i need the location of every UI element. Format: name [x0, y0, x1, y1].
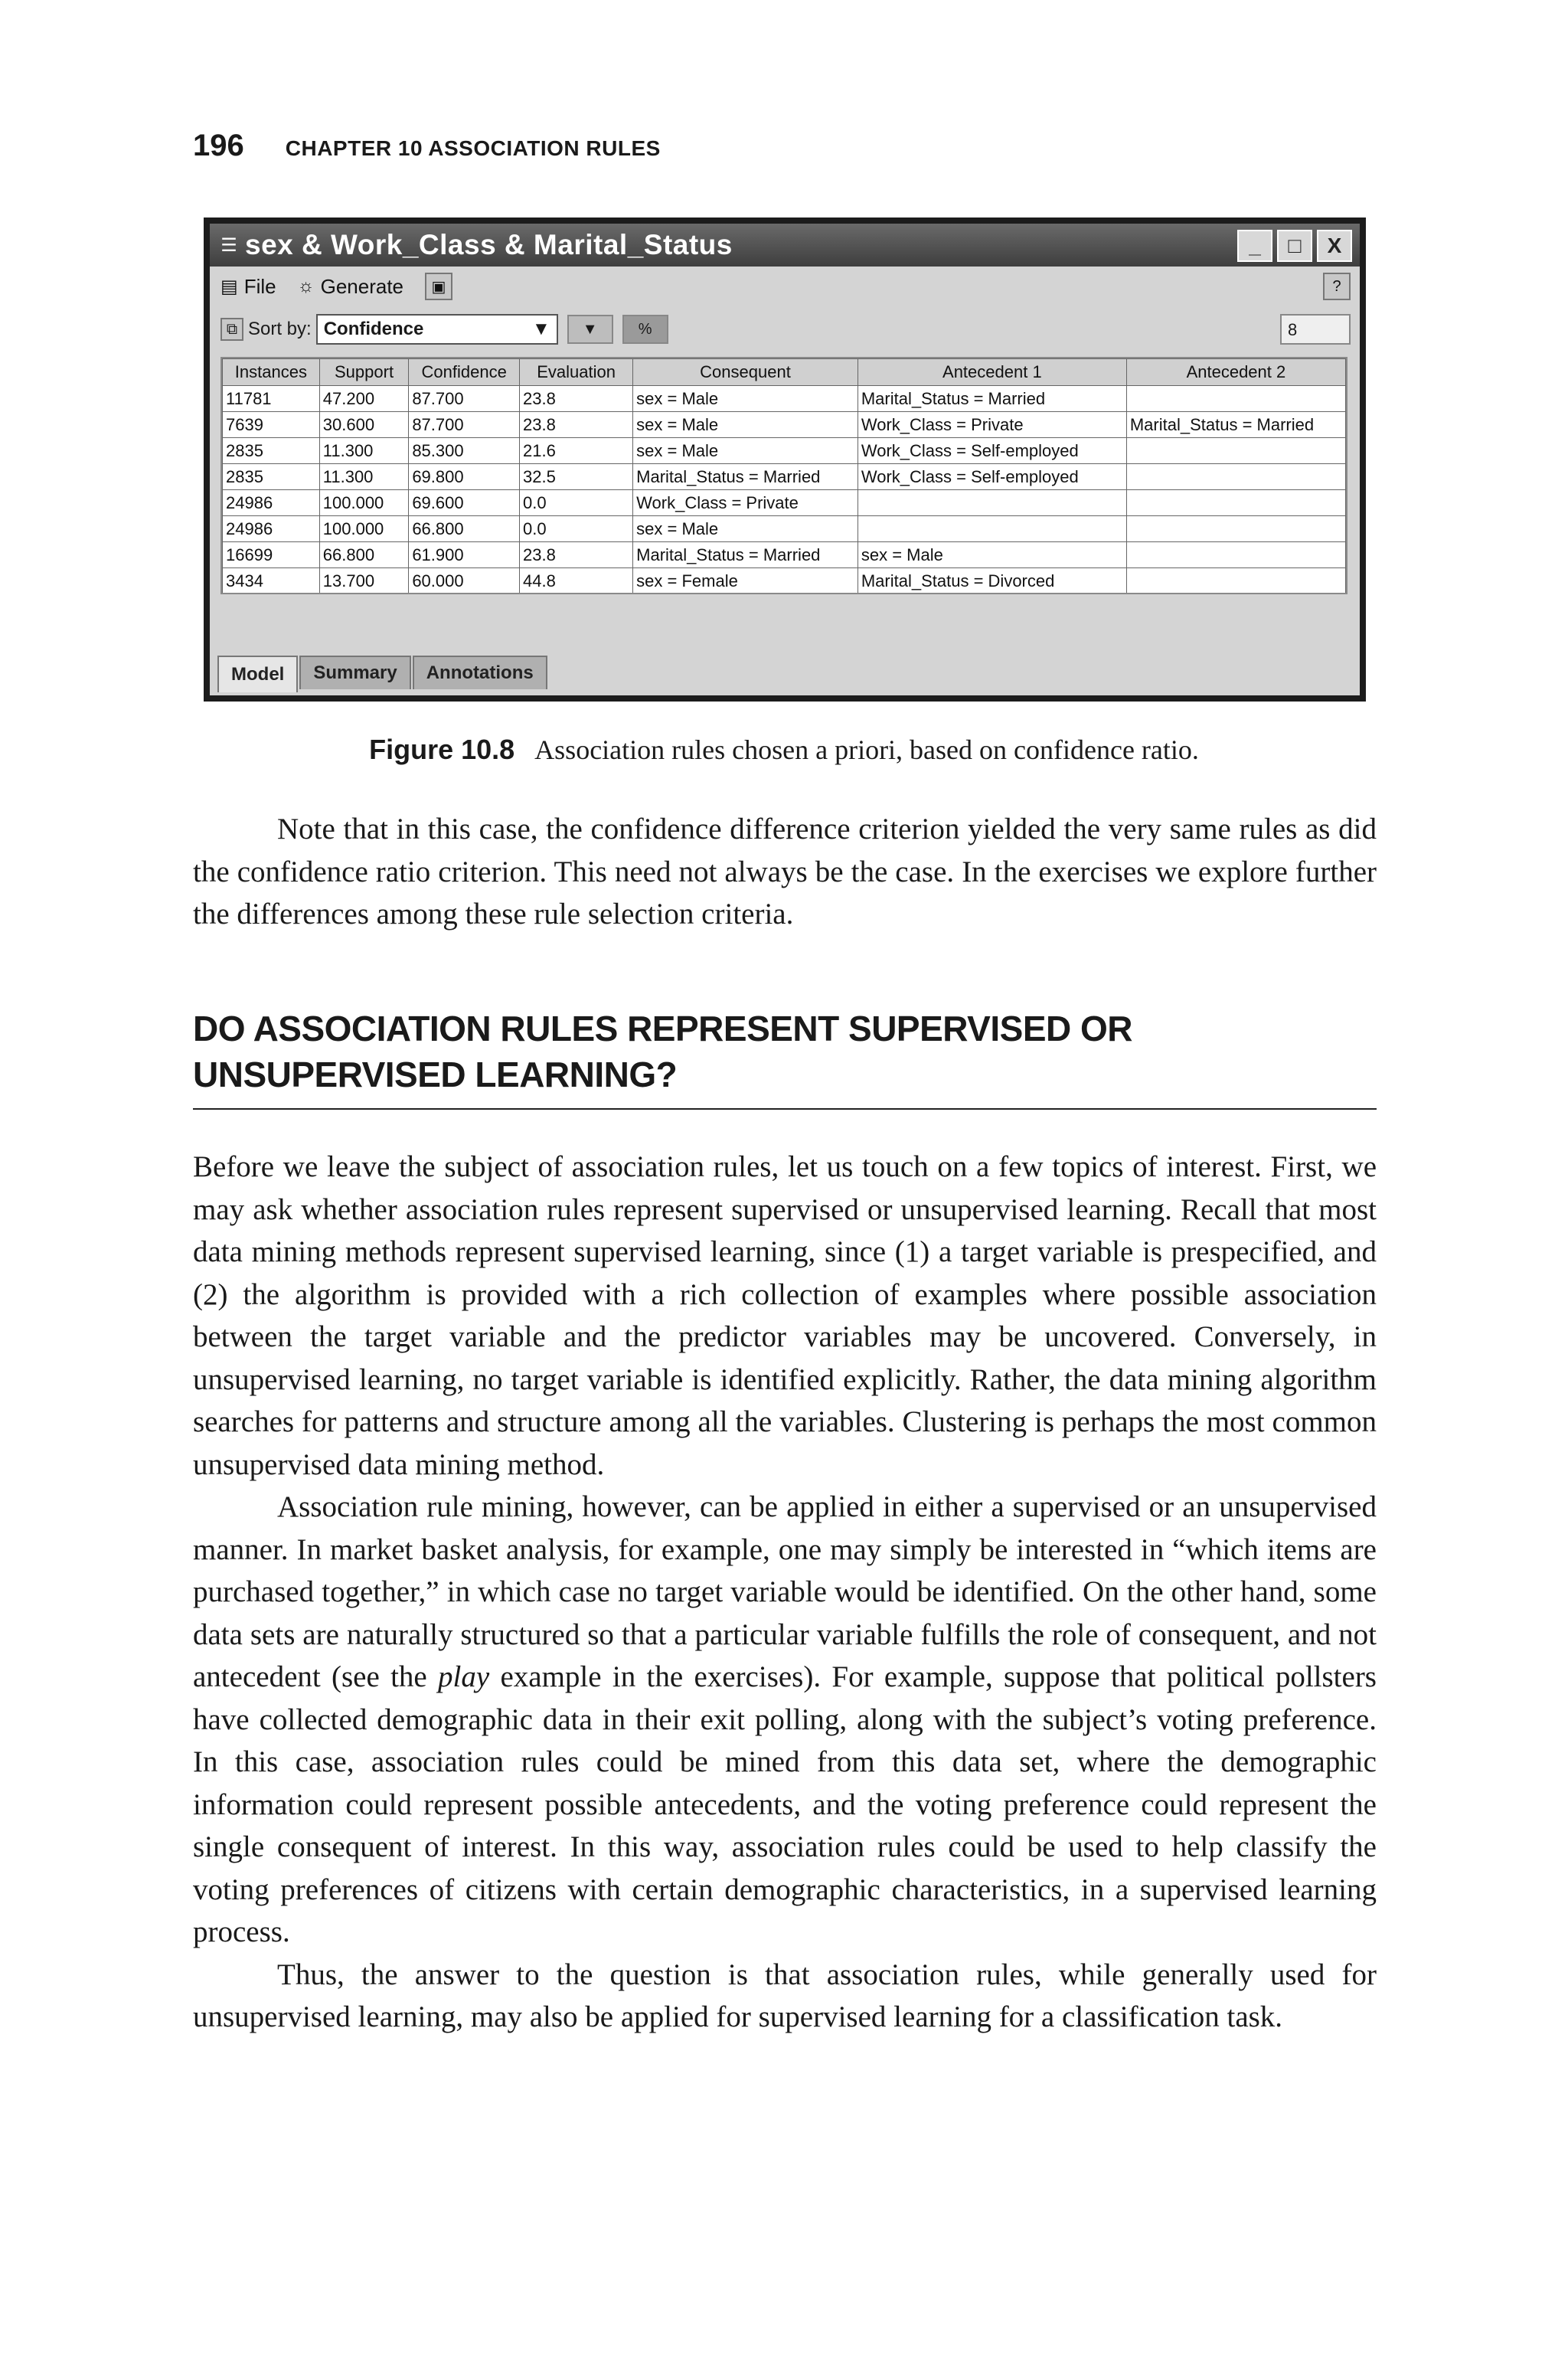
table-cell: 85.300 — [409, 438, 520, 464]
table-cell: 44.8 — [520, 568, 633, 594]
chapter-title: CHAPTER 10 ASSOCIATION RULES — [285, 136, 661, 160]
table-cell: 61.900 — [409, 542, 520, 568]
table-row[interactable] — [223, 412, 1346, 438]
tab-summary[interactable]: Summary — [299, 656, 410, 689]
page-number: 196 — [193, 129, 244, 162]
paragraph-1 — [193, 808, 1377, 936]
column-header[interactable]: Consequent — [633, 359, 858, 386]
table-cell — [1126, 490, 1345, 516]
table-cell: sex = Male — [633, 386, 858, 412]
table-cell: 16699 — [223, 542, 320, 568]
section-body — [193, 1146, 1377, 2039]
sort-select[interactable] — [316, 314, 558, 345]
chevron-down-icon: ▼ — [531, 319, 550, 339]
paragraph-4: Thus, the answer to the question is that association rules, while generally used for unsupervised learning, may also be applied for supervised learning for a classification task. — [193, 1958, 1377, 2033]
table-cell: Work_Class = Self-employed — [858, 464, 1126, 490]
table-cell: sex = Female — [633, 568, 858, 594]
figure-screenshot-window — [204, 218, 1366, 702]
table-cell — [858, 490, 1126, 516]
table-cell: Marital_Status = Married — [858, 386, 1126, 412]
table-cell: Marital_Status = Married — [1126, 412, 1345, 438]
table-cell: 60.000 — [409, 568, 520, 594]
sort-icon[interactable]: ⧉ — [220, 318, 243, 341]
export-button[interactable]: ▣ — [425, 273, 452, 300]
table-row[interactable] — [223, 516, 1346, 542]
tab-annotations[interactable]: Annotations — [413, 656, 547, 689]
menu-generate-label: Generate — [320, 274, 403, 298]
close-button[interactable]: X — [1317, 230, 1352, 262]
tab-bar — [217, 656, 549, 692]
table-row[interactable] — [223, 386, 1346, 412]
window-content — [210, 267, 1360, 695]
help-icon[interactable]: ? — [1323, 273, 1351, 300]
paragraph-3-after: example in the exercises). For example, suppose that political pollsters have collected demographic data in their exit polling, along with the subject’s voting preference. In this case, association rules could be mined from this data set, where the demographic information could represent possible antecedents, and the voting preference could represent the single consequent of interest. In this way, association rules could be used to help classify the voting preferences of citizens with certain demographic characteristics, in a supervised learning process. — [193, 1660, 1377, 1948]
table-row[interactable] — [223, 490, 1346, 516]
table-cell: 3434 — [223, 568, 320, 594]
generate-icon: ☼ — [297, 276, 315, 296]
toolbar — [210, 306, 1360, 352]
table-cell: 30.600 — [319, 412, 409, 438]
table-cell — [858, 516, 1126, 542]
table-cell: 23.8 — [520, 412, 633, 438]
menu-bar — [210, 267, 1360, 306]
section-heading: DO ASSOCIATION RULES REPRESENT SUPERVISED OR UNSUPERVISED LEARNING? — [193, 1006, 1377, 1110]
tab-model[interactable]: Model — [217, 656, 298, 692]
column-header[interactable]: Instances — [223, 359, 320, 386]
menu-file[interactable] — [220, 275, 276, 299]
menu-file-label: File — [243, 274, 276, 298]
column-header[interactable]: Antecedent 1 — [858, 359, 1126, 386]
rule-count-field[interactable]: 8 — [1280, 314, 1351, 345]
table-cell: 87.700 — [409, 412, 520, 438]
table-cell: 23.8 — [520, 386, 633, 412]
table-cell: 2835 — [223, 464, 320, 490]
table-cell: Marital_Status = Divorced — [858, 568, 1126, 594]
table-cell: 69.800 — [409, 464, 520, 490]
sort-label: Sort by: — [248, 319, 312, 339]
table-cell: 13.700 — [319, 568, 409, 594]
table-cell: sex = Male — [858, 542, 1126, 568]
rules-table-container — [220, 357, 1348, 594]
table-cell — [1126, 438, 1345, 464]
table-cell: 87.700 — [409, 386, 520, 412]
table-row[interactable] — [223, 542, 1346, 568]
table-row[interactable] — [223, 568, 1346, 594]
table-cell: 32.5 — [520, 464, 633, 490]
menu-generate[interactable] — [298, 275, 403, 299]
column-header[interactable]: Confidence — [409, 359, 520, 386]
table-cell: 0.0 — [520, 516, 633, 542]
table-cell: 24986 — [223, 490, 320, 516]
window-icon: ☰ — [220, 234, 237, 256]
table-cell: 66.800 — [319, 542, 409, 568]
table-cell: 2835 — [223, 438, 320, 464]
table-cell: 11.300 — [319, 464, 409, 490]
paragraph-3-italic: play — [438, 1660, 490, 1693]
table-cell: 47.200 — [319, 386, 409, 412]
filter-button[interactable]: ▼ — [567, 315, 613, 344]
file-icon: ▤ — [220, 276, 238, 297]
table-cell — [1126, 568, 1345, 594]
column-header[interactable]: Evaluation — [520, 359, 633, 386]
sort-value: Confidence — [323, 319, 424, 339]
table-cell: sex = Male — [633, 438, 858, 464]
table-cell: 100.000 — [319, 516, 409, 542]
table-cell: 11781 — [223, 386, 320, 412]
table-cell: 24986 — [223, 516, 320, 542]
table-cell: sex = Male — [633, 516, 858, 542]
percent-button[interactable]: % — [622, 315, 668, 344]
table-cell: 11.300 — [319, 438, 409, 464]
running-header — [193, 129, 661, 163]
maximize-button[interactable]: □ — [1277, 230, 1312, 262]
paragraph-3-before: Association rule mining, however, can be applied in either a supervised or an unsupervised manner. In market basket analysis, for example, one may simply be interested in “which items are purchased together,” in which case no target variable would be identified. On the other hand, some data sets are naturally structured so that a particular variable fulfills the role of consequent, and not antecedent (see the — [193, 1490, 1377, 1693]
column-header[interactable]: Support — [319, 359, 409, 386]
table-cell: 69.600 — [409, 490, 520, 516]
paragraph-2: Before we leave the subject of association rules, let us touch on a few topics of interest. First, we may ask whether association rules represent supervised or unsupervised learning. Recall that most data mining methods represent supervised learning, since (1) a target variable is prespecified, and (2) the algorithm is provided with a rich collection of examples where possible association between the target variable and the predictor variables may be uncovered. Conversely, in unsupervised learning, no target variable is identified explicitly. Rather, the data mining algorithm searches for patterns and structure among all the variables. Clustering is perhaps the most common unsupervised data mining method. — [193, 1150, 1377, 1481]
table-cell: 7639 — [223, 412, 320, 438]
minimize-button[interactable]: _ — [1237, 230, 1272, 262]
window-title: sex & Work_Class & Marital_Status — [245, 229, 733, 260]
table-cell: Work_Class = Private — [858, 412, 1126, 438]
paragraph-1-text: Note that in this case, the confidence difference criterion yielded the very same rules as did the confidence ratio criterion. This need not always be the case. In the exercises we explore further the differences among these rule selection criteria. — [193, 813, 1377, 931]
table-cell: 100.000 — [319, 490, 409, 516]
rules-table — [222, 358, 1346, 594]
table-cell: 21.6 — [520, 438, 633, 464]
table-header-row — [223, 359, 1346, 386]
window-controls — [1237, 230, 1352, 262]
figure-label: Figure 10.8 — [369, 734, 515, 765]
table-cell: Work_Class = Self-employed — [858, 438, 1126, 464]
table-cell: Marital_Status = Married — [633, 542, 858, 568]
figure-caption-text: Association rules chosen a priori, based on confidence ratio. — [534, 734, 1199, 765]
table-cell: sex = Male — [633, 412, 858, 438]
table-row[interactable] — [223, 438, 1346, 464]
table-cell: Marital_Status = Married — [633, 464, 858, 490]
figure-caption — [0, 734, 1568, 766]
table-cell — [1126, 464, 1345, 490]
window-titlebar — [210, 224, 1360, 267]
table-cell: 0.0 — [520, 490, 633, 516]
table-cell — [1126, 516, 1345, 542]
table-cell — [1126, 386, 1345, 412]
table-cell: Work_Class = Private — [633, 490, 858, 516]
table-cell: 66.800 — [409, 516, 520, 542]
paragraph-3 — [193, 1486, 1377, 1954]
table-cell — [1126, 542, 1345, 568]
column-header[interactable]: Antecedent 2 — [1126, 359, 1345, 386]
table-cell: 23.8 — [520, 542, 633, 568]
table-row[interactable] — [223, 464, 1346, 490]
